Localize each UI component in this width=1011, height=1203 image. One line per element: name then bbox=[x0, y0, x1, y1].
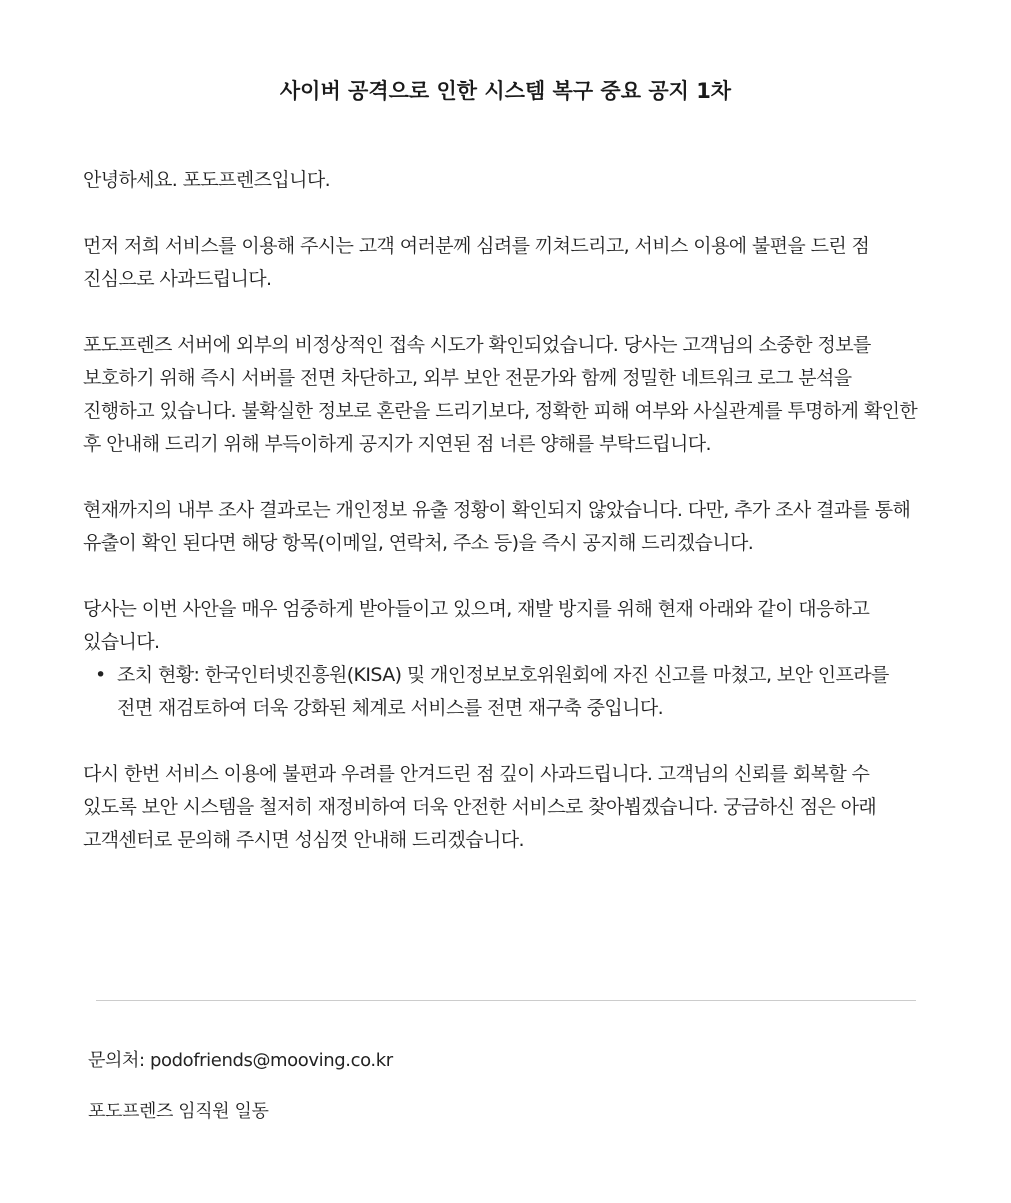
footer-divider bbox=[96, 1000, 916, 1001]
measure-list-item bbox=[95, 659, 928, 725]
notice-body bbox=[83, 164, 928, 890]
measure-text: 조치 현황: 한국인터넷진흥원(KISA) 및 개인정보보호위원회에 자진 신고를 마쳤고, 보안 인프라를 전면 재검토하여 더욱 강화된 체계로 서비스를 전면 재구축 중입니다. bbox=[117, 664, 889, 719]
contact-info: 문의처: podofriends@mooving.co.kr bbox=[88, 1050, 393, 1071]
signature: 포도프렌즈 임직원 일동 bbox=[88, 1101, 269, 1122]
measures-list bbox=[83, 659, 928, 725]
response-intro-paragraph: 당사는 이번 사안을 매우 엄중하게 받아들이고 있으며, 재발 방지를 위해 현재 아래와 같이 대응하고 있습니다. bbox=[83, 598, 870, 653]
notice-title: 사이버 공격으로 인한 시스템 복구 중요 공지 1차 bbox=[279, 79, 732, 103]
bullet-icon: • bbox=[95, 664, 106, 686]
incident-paragraph: 포도프렌즈 서버에 외부의 비정상적인 접속 시도가 확인되었습니다. 당사는 고객님의 소중한 정보를 보호하기 위해 즉시 서버를 전면 차단하고, 외부 보안 전문가와 함께 정밀한 네트워크 로그 분석을 진행하고 있습니다. 불확실한 정보로 혼란을 드리기보다, 정확한 피해 여부와 사실관계를 투명하게 확인한 후 안내해 드리기 위해 부득이하게 공지가 지연된 점 너른 양해를 부탁드립니다. bbox=[83, 334, 918, 455]
investigation-paragraph: 현재까지의 내부 조사 결과로는 개인정보 유출 정황이 확인되지 않았습니다. 다만, 추가 조사 결과를 통해 유출이 확인 된다면 해당 항목(이메일, 연락처, 주소 등)을 즉시 공지해 드리겠습니다. bbox=[83, 499, 911, 554]
closing-paragraph: 다시 한번 서비스 이용에 불편과 우려를 안겨드린 점 깊이 사과드립니다. 고객님의 신뢰를 회복할 수 있도록 보안 시스템을 철저히 재정비하여 더욱 안전한 서비스로 찾아뵙겠습니다. 궁금하신 점은 아래 고객센터로 문의해 주시면 성심껏 안내해 드리겠습니다. bbox=[83, 763, 877, 851]
apology-paragraph: 먼저 저희 서비스를 이용해 주시는 고객 여러분께 심려를 끼쳐드리고, 서비스 이용에 불편을 드린 점 진심으로 사과드립니다. bbox=[83, 235, 870, 290]
greeting-paragraph: 안녕하세요. 포도프렌즈입니다. bbox=[83, 169, 331, 191]
